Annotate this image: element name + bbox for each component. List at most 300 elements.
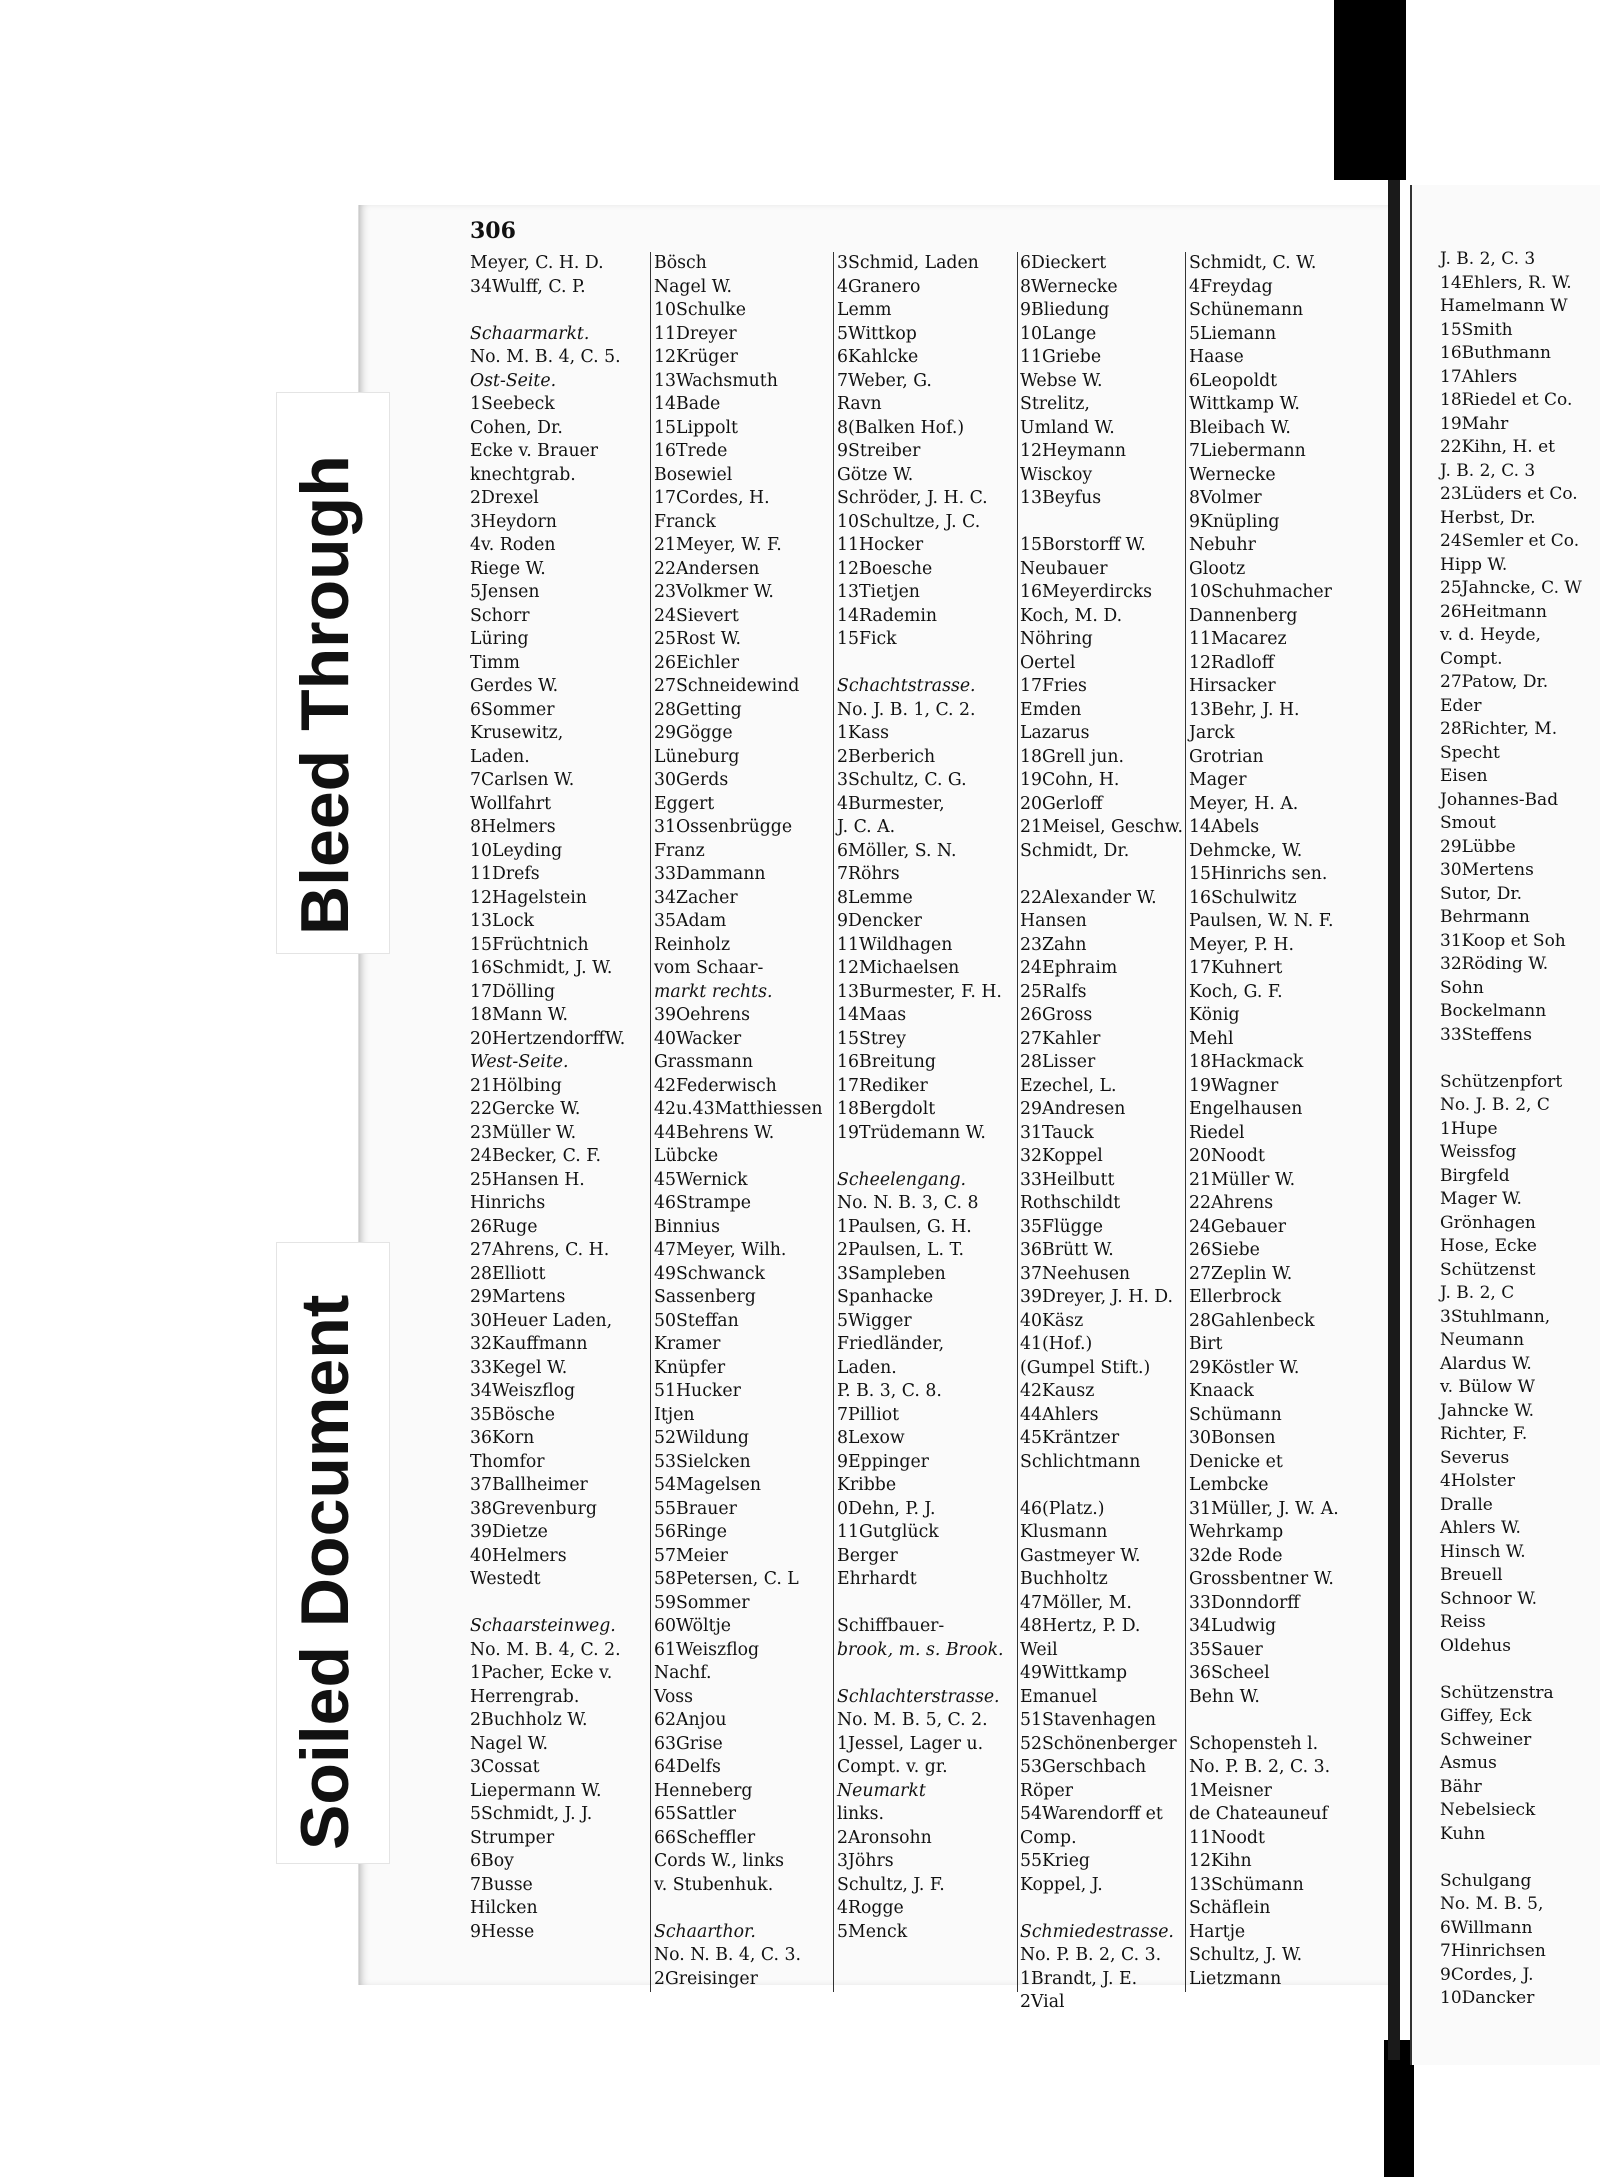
directory-entry [837, 1592, 1004, 1616]
directory-entry: Nöhring [1020, 629, 1093, 649]
directory-entry: No. N. B. 3, C. 8 [837, 1193, 979, 1213]
directory-entry: 15Strey [837, 1028, 907, 1049]
directory-entry: 31Koop et Soh [1440, 930, 1566, 951]
directory-entry: 28Elliott [470, 1263, 546, 1284]
directory-entry: Lübcke [654, 1146, 719, 1166]
directory-entry: Bockelmann [1440, 1001, 1547, 1021]
directory-entry: Itjen [654, 1404, 695, 1425]
directory-entry: Riege W. [470, 558, 546, 579]
directory-entry: 2Buchholz W. [470, 1710, 588, 1730]
directory-entry: Scheelengang. [837, 1169, 967, 1190]
directory-entry: markt rechts. [654, 981, 773, 1002]
directory-entry: 33Kegel W. [470, 1357, 568, 1378]
directory-entry: Hartje [1189, 1921, 1246, 1942]
directory-entry: Weil [1020, 1639, 1058, 1660]
directory-entry: Ravn [837, 394, 882, 414]
directory-entry: 56Ringe [654, 1522, 727, 1542]
directory-entry: Neubauer [1020, 558, 1108, 579]
directory-entry: 30Mertens [1440, 860, 1534, 880]
directory-entry: No. M. B. 5, C. 2. [837, 1710, 988, 1730]
directory-entry: Lüring [470, 629, 529, 649]
directory-entry [654, 1897, 822, 1921]
directory-entry: 1Seebeck [470, 394, 555, 414]
directory-entry: 38Grevenburg [470, 1498, 597, 1519]
directory-entry: West-Seite. [470, 1052, 569, 1072]
directory-entry: 63Grise [654, 1733, 723, 1754]
directory-entry: 2Berberich [837, 746, 936, 767]
directory-entry: Richter, F. [1440, 1424, 1528, 1444]
directory-entry: No. J. B. 1, C. 2. [837, 699, 976, 720]
directory-entry: 18Grell jun. [1020, 746, 1124, 767]
directory-entry: Voss [654, 1686, 694, 1707]
directory-entry: Schorr [470, 605, 530, 626]
directory-entry: 4Freydag [1189, 276, 1273, 297]
directory-entry: 49Schwanck [654, 1263, 766, 1284]
directory-entry: Smout [1440, 813, 1496, 833]
directory-entry: Hipp W. [1440, 554, 1508, 575]
directory-entry: 24Gebauer [1189, 1216, 1287, 1237]
directory-entry: 19Mahr [1440, 413, 1509, 434]
directory-entry: 33Donndorff [1189, 1592, 1300, 1613]
directory-entry: 12Boesche [837, 558, 933, 579]
directory-entry: Lazarus [1020, 723, 1090, 743]
directory-entry: Emden [1020, 699, 1082, 720]
directory-entry: 5Menck [837, 1921, 908, 1942]
directory-entry: Cords W., links [654, 1851, 785, 1871]
directory-entry: 12Radloff [1189, 652, 1274, 673]
directory-entry: Breuell [1440, 1565, 1503, 1585]
directory-entry: 19Cohn, H. [1020, 770, 1120, 790]
directory-entry: 26Siebe [1189, 1240, 1260, 1260]
directory-entry: Kribbe [837, 1475, 897, 1495]
directory-entry [837, 1662, 1004, 1686]
directory-entry: 15Borstorff W. [1020, 535, 1146, 555]
directory-entry: 26Gross [1020, 1005, 1093, 1025]
directory-entry: Bösch [654, 253, 707, 273]
directory-entry: Hose, Ecke [1440, 1236, 1537, 1256]
directory-entry [1440, 1846, 1582, 1870]
next-page-column [1440, 248, 1582, 2011]
directory-entry [1440, 1047, 1582, 1071]
directory-entry: Koch, M. D. [1020, 605, 1123, 626]
directory-entry: 22Kihn, H. et [1440, 437, 1555, 457]
directory-entry: brook, m. s. Brook. [837, 1639, 1004, 1660]
directory-entry: 24Becker, C. F. [470, 1146, 602, 1166]
directory-entry: Reiss [1440, 1612, 1486, 1632]
directory-entry: Schultz, J. W. [1189, 1945, 1303, 1965]
directory-entry: de Chateauneuf [1189, 1804, 1328, 1824]
directory-entry: Neumann [1440, 1330, 1525, 1350]
directory-entry: 13Tietjen [837, 582, 920, 602]
directory-entry: 34Weiszflog [470, 1381, 576, 1401]
directory-entry: 35Bösche [470, 1404, 555, 1425]
directory-entry: 4Burmester, [837, 793, 945, 814]
directory-entry: Bosewiel [654, 464, 733, 485]
directory-entry: 11Gutglück [837, 1522, 939, 1542]
directory-entry: 40Käsz [1020, 1310, 1084, 1331]
directory-entry: Berger [837, 1545, 898, 1566]
directory-entry: 35Flügge [1020, 1216, 1103, 1237]
directory-entry: 2Vial [1020, 1992, 1065, 2012]
directory-entry: 29Köstler W. [1189, 1357, 1300, 1378]
directory-entry [1020, 1474, 1183, 1498]
directory-entry: 16Schmidt, J. W. [470, 958, 613, 978]
directory-entry: 16Meyerdircks [1020, 582, 1153, 602]
directory-entry: 58Petersen, C. L [654, 1569, 799, 1589]
directory-entry: 66Scheffler [654, 1827, 756, 1848]
directory-entry: Lemm [837, 300, 892, 320]
directory-entry: Wisckoy [1020, 464, 1093, 485]
directory-entry: 35Sauer [1189, 1639, 1263, 1660]
directory-entry: 33Dammann [654, 864, 766, 884]
directory-entry: 7Hinrichsen [1440, 1941, 1546, 1961]
directory-entry: 12Krüger [654, 347, 738, 367]
directory-entry: 7Weber, G. [837, 370, 932, 391]
directory-entry: 22Gercke W. [470, 1099, 581, 1119]
directory-entry: Birt [1189, 1334, 1223, 1354]
directory-entry: 12Heymann [1020, 441, 1126, 461]
directory-entry: 6Boy [470, 1851, 514, 1871]
directory-entry: Mager [1189, 770, 1247, 790]
directory-entry: Lietzmann [1189, 1968, 1282, 1989]
directory-entry: Schmiedestrasse. [1020, 1921, 1174, 1942]
directory-entry: 14Maas [837, 1005, 907, 1025]
directory-entry: 42Federwisch [654, 1075, 777, 1096]
directory-entry: 23Zahn [1020, 934, 1087, 955]
directory-entry: 5Jensen [470, 582, 540, 602]
directory-entry: 15Hinrichs sen. [1189, 864, 1328, 884]
directory-entry: Liepermann W. [470, 1780, 602, 1801]
directory-entry: 7Busse [470, 1874, 533, 1895]
directory-entry [1020, 511, 1183, 535]
directory-entry: 8Wernecke [1020, 276, 1118, 297]
directory-entry: Bähr [1440, 1776, 1482, 1797]
directory-entry: 4v. Roden [470, 535, 556, 555]
directory-entry: Schröder, J. H. C. [837, 488, 988, 508]
directory-entry [837, 652, 1004, 676]
directory-entry: Giffey, Eck [1440, 1706, 1532, 1726]
directory-entry: 3Sampleben [837, 1263, 946, 1284]
directory-column-5 [1189, 252, 1339, 1991]
directory-entry: Schiffbauer- [837, 1616, 945, 1636]
directory-entry: Severus [1440, 1447, 1510, 1468]
page-number: 306 [470, 218, 516, 244]
directory-entry: 26Ruge [470, 1216, 538, 1237]
directory-entry: Haase [1189, 347, 1244, 367]
directory-entry: Riedel [1189, 1122, 1245, 1143]
directory-entry: 10Leyding [470, 840, 563, 861]
directory-entry: Nebuhr [1189, 535, 1256, 555]
directory-entry: 16Trede [654, 441, 728, 461]
directory-entry: 19Trüdemann W. [837, 1122, 986, 1143]
directory-entry: Strelitz, [1020, 394, 1090, 414]
directory-entry: 22Ahrens [1189, 1193, 1274, 1213]
directory-entry: Friedländer, [837, 1334, 945, 1354]
directory-entry: 59Sommer [654, 1592, 750, 1613]
directory-entry: 1Brandt, J. E. [1020, 1968, 1138, 1989]
directory-entry: 4Holster [1440, 1471, 1516, 1491]
directory-entry: 1Kass [837, 723, 889, 743]
directory-entry: Henneberg [654, 1780, 753, 1801]
directory-entry: Nachf. [654, 1663, 712, 1683]
directory-entry: 6Möller, S. N. [837, 840, 957, 861]
directory-entry: Herrengrab. [470, 1686, 580, 1707]
directory-entry: 11Noodt [1189, 1827, 1265, 1848]
directory-entry: 12Hagelstein [470, 887, 587, 908]
directory-entry: 13Burmester, F. H. [837, 981, 1002, 1002]
directory-entry: 53Sielcken [654, 1451, 751, 1472]
directory-entry: 30Heuer Laden, [470, 1310, 613, 1331]
directory-entry: Hinsch W. [1440, 1541, 1526, 1562]
directory-entry: 27Ahrens, C. H. [470, 1240, 610, 1260]
directory-entry: 27Patow, Dr. [1440, 672, 1549, 692]
directory-entry: Spanhacke [837, 1287, 934, 1307]
directory-entry: 9Knüpling [1189, 511, 1280, 532]
directory-entry: Schaarsteinweg. [470, 1616, 616, 1636]
directory-entry: 13Behr, J. H. [1189, 699, 1300, 720]
directory-entry: 44Behrens W. [654, 1122, 775, 1143]
directory-entry: Specht [1440, 742, 1500, 763]
directory-entry: 39Dreyer, J. H. D. [1020, 1287, 1174, 1307]
directory-entry: Dannenberg [1189, 605, 1298, 626]
directory-entry: Glootz [1189, 558, 1246, 579]
directory-entry: Compt. v. gr. [837, 1757, 948, 1777]
directory-entry: Schopensteh l. [1189, 1733, 1319, 1754]
directory-entry: 52Wildung [654, 1428, 749, 1448]
directory-entry: 11Griebe [1020, 347, 1102, 367]
directory-entry: Schäflein [1189, 1898, 1271, 1918]
directory-entry: 6Dieckert [1020, 253, 1107, 273]
directory-entry: 36Brütt W. [1020, 1240, 1114, 1260]
directory-entry: 14Ehlers, R. W. [1440, 272, 1572, 293]
directory-entry: Rothschildt [1020, 1193, 1121, 1213]
column-divider [1017, 252, 1018, 1992]
binding-shadow-top [1334, 0, 1406, 180]
directory-entry: 55Krieg [1020, 1851, 1090, 1871]
directory-entry: 31Ossenbrügge [654, 817, 793, 837]
directory-entry: 1Jessel, Lager u. [837, 1733, 984, 1754]
directory-entry: Grotrian [1189, 746, 1264, 767]
directory-entry: 3Schultz, C. G. [837, 770, 967, 790]
directory-entry: Schützenpfort [1440, 1071, 1563, 1092]
directory-entry: Meyer, C. H. D. [470, 253, 604, 273]
directory-entry: 18Bergdolt [837, 1099, 936, 1119]
directory-column-4 [1020, 252, 1183, 2015]
page-gutter [1388, 180, 1400, 2060]
directory-entry: 31Müller, J. W. A. [1189, 1498, 1339, 1519]
directory-entry: 3Schmid, Laden [837, 253, 979, 273]
directory-entry: Ezechel, L. [1020, 1075, 1117, 1096]
directory-entry: 24Ephraim [1020, 958, 1118, 978]
directory-entry: 31Tauck [1020, 1122, 1094, 1143]
directory-entry: 34Wulff, C. P. [470, 276, 586, 297]
directory-entry: 10Lange [1020, 323, 1097, 344]
directory-entry: Schlachterstrasse. [837, 1686, 1000, 1707]
directory-entry: Röper [1020, 1780, 1073, 1801]
directory-entry: Franz [654, 840, 705, 861]
directory-entry: 7Carlsen W. [470, 770, 575, 790]
directory-entry: 16Buthmann [1440, 343, 1552, 363]
directory-entry: 1Pacher, Ecke v. [470, 1663, 613, 1683]
directory-entry: 3Cossat [470, 1757, 540, 1777]
directory-entry: 28Getting [654, 699, 742, 720]
directory-entry: Nebelsieck [1440, 1800, 1536, 1820]
directory-entry: 9Eppinger [837, 1451, 929, 1472]
directory-entry: Laden. [837, 1357, 897, 1378]
directory-entry: v. Bülow W [1440, 1377, 1535, 1397]
column-divider [650, 252, 651, 1992]
directory-entry: 9Cordes, J. [1440, 1964, 1534, 1985]
directory-entry: Lembcke [1189, 1475, 1269, 1495]
directory-entry: Alardus W. [1440, 1353, 1532, 1374]
directory-entry: 4Rogge [837, 1898, 904, 1918]
directory-entry: 29Martens [470, 1287, 566, 1307]
bleed-through-label: Bleed Through [287, 455, 363, 935]
directory-entry: 19Wagner [1189, 1075, 1279, 1096]
directory-entry: 65Sattler [654, 1804, 737, 1824]
directory-entry: 54Magelsen [654, 1475, 762, 1495]
directory-entry: 24Semler et Co. [1440, 531, 1580, 551]
directory-entry: 32Koppel [1020, 1146, 1103, 1166]
directory-entry: 22Alexander W. [1020, 887, 1157, 908]
directory-entry: 18Riedel et Co. [1440, 390, 1573, 410]
directory-entry [1020, 1897, 1183, 1921]
directory-entry: Timm [470, 652, 520, 673]
column-divider [1185, 252, 1186, 1992]
directory-entry: Behrmann [1440, 907, 1530, 927]
directory-entry: 41(Hof.) [1020, 1334, 1093, 1354]
directory-entry: J. B. 2, C [1440, 1283, 1515, 1303]
directory-entry: 25Ralfs [1020, 981, 1087, 1002]
directory-entry: 15Smith [1440, 319, 1513, 340]
directory-entry: Eisen [1440, 766, 1488, 786]
directory-entry: Johannes-Bad [1440, 789, 1559, 810]
directory-entry: Grossbentner W. [1189, 1569, 1334, 1589]
directory-entry: Hinrichs [470, 1193, 546, 1213]
directory-entry: 3Jöhrs [837, 1851, 894, 1871]
directory-entry: 20HertzendorffW. [470, 1028, 626, 1049]
directory-entry [1189, 1709, 1339, 1733]
directory-entry: 39Oehrens [654, 1005, 751, 1025]
directory-entry: 36Korn [470, 1428, 535, 1448]
directory-entry: König [1189, 1005, 1240, 1025]
directory-entry: 7Liebermann [1189, 441, 1306, 461]
directory-entry: No. M. B. 4, C. 2. [470, 1639, 621, 1660]
directory-entry: Sohn [1440, 977, 1484, 998]
directory-entry: Jarck [1189, 723, 1235, 743]
directory-entry: Kuhn [1440, 1823, 1486, 1844]
directory-entry: 6Sommer [470, 699, 555, 720]
directory-entry: Bleibach W. [1189, 417, 1291, 438]
directory-entry: 11Macarez [1189, 629, 1287, 649]
directory-entry: 46(Platz.) [1020, 1498, 1105, 1519]
directory-entry: 18Hackmack [1189, 1052, 1304, 1072]
directory-entry: Nagel W. [654, 276, 732, 297]
directory-entry: 4Granero [837, 276, 921, 297]
directory-entry: 36Scheel [1189, 1663, 1270, 1683]
directory-entry: Meyer, P. H. [1189, 934, 1294, 955]
directory-entry: 14Bade [654, 394, 721, 414]
directory-entry: 42Kausz [1020, 1381, 1095, 1401]
directory-entry: Engelhausen [1189, 1099, 1303, 1119]
directory-entry: 12Michaelsen [837, 958, 960, 978]
directory-entry: 8Lexow [837, 1428, 905, 1448]
directory-entry: No. M. B. 4, C. 5. [470, 347, 621, 367]
directory-entry: Asmus [1440, 1753, 1497, 1773]
directory-entry: Neumarkt [837, 1780, 926, 1801]
directory-entry: 44Ahlers [1020, 1404, 1099, 1425]
directory-entry: Wehrkamp [1189, 1522, 1284, 1542]
directory-entry: 49Wittkamp [1020, 1663, 1128, 1683]
directory-entry: 9Hesse [470, 1921, 535, 1942]
directory-entry: 7Röhrs [837, 864, 900, 884]
directory-entry: Götze W. [837, 464, 914, 485]
directory-entry: Schweiner [1440, 1729, 1532, 1750]
directory-entry: Dehmcke, W. [1189, 840, 1303, 861]
directory-entry: 6Kahlcke [837, 347, 919, 367]
directory-entry: Ahlers W. [1440, 1518, 1521, 1538]
directory-column-2 [654, 252, 822, 1991]
directory-entry: Oertel [1020, 652, 1076, 673]
directory-entry: Birgfeld [1440, 1165, 1510, 1186]
directory-entry: Franck [654, 511, 716, 532]
directory-entry: Buchholtz [1020, 1569, 1108, 1589]
directory-entry: Wollfahrt [470, 793, 552, 814]
directory-entry: 2Drexel [470, 488, 539, 508]
directory-entry: 8(Balken Hof.) [837, 417, 965, 438]
directory-entry: Dralle [1440, 1494, 1493, 1515]
directory-entry: Krusewitz, [470, 723, 564, 743]
directory-entry: 47Möller, M. [1020, 1592, 1132, 1613]
directory-entry: 33Heilbutt [1020, 1169, 1115, 1190]
directory-entry: Ecke v. Brauer [470, 441, 599, 461]
directory-entry: Schmidt, C. W. [1189, 253, 1317, 273]
directory-entry: 10Schulke [654, 300, 746, 320]
directory-entry: 61Weiszflog [654, 1639, 760, 1660]
directory-entry: Denicke et [1189, 1451, 1283, 1472]
directory-entry: 45Kräntzer [1020, 1428, 1120, 1448]
directory-entry: Sutor, Dr. [1440, 883, 1523, 904]
directory-entry: Gastmeyer W. [1020, 1545, 1141, 1566]
directory-entry: 13Wachsmuth [654, 370, 778, 391]
directory-entry: Gerdes W. [470, 676, 559, 696]
directory-entry: Klusmann [1020, 1522, 1108, 1542]
directory-entry: Comp. [1020, 1827, 1077, 1848]
directory-entry: Schümann [1189, 1404, 1282, 1425]
directory-entry: 25Rost W. [654, 629, 741, 649]
directory-entry: Kramer [654, 1334, 721, 1354]
directory-entry: 6Willmann [1440, 1917, 1533, 1938]
directory-entry: 2Greisinger [654, 1968, 758, 1989]
directory-entry: 17Kuhnert [1189, 958, 1283, 978]
directory-entry: P. B. 3, C. 8. [837, 1381, 942, 1401]
directory-entry: No. P. B. 2, C. 3. [1020, 1945, 1162, 1965]
directory-entry: 34Zacher [654, 887, 738, 908]
directory-entry: 34Ludwig [1189, 1616, 1277, 1636]
directory-entry: 27Kahler [1020, 1028, 1101, 1049]
directory-entry: 24Sievert [654, 605, 739, 626]
directory-entry: 7Pilliot [837, 1404, 900, 1425]
directory-entry: 42u.43Matthiessen [654, 1099, 823, 1119]
directory-entry: 8Helmers [470, 817, 556, 837]
directory-entry: 9Bliedung [1020, 300, 1110, 320]
directory-entry: 3Stuhlmann, [1440, 1306, 1551, 1327]
directory-entry: 60Wöltje [654, 1616, 732, 1636]
directory-entry: 48Hertz, P. D. [1020, 1616, 1141, 1636]
directory-entry: 11Dreyer [654, 323, 737, 344]
directory-entry: Schützenst [1440, 1259, 1536, 1280]
directory-entry: Eggert [654, 793, 715, 814]
